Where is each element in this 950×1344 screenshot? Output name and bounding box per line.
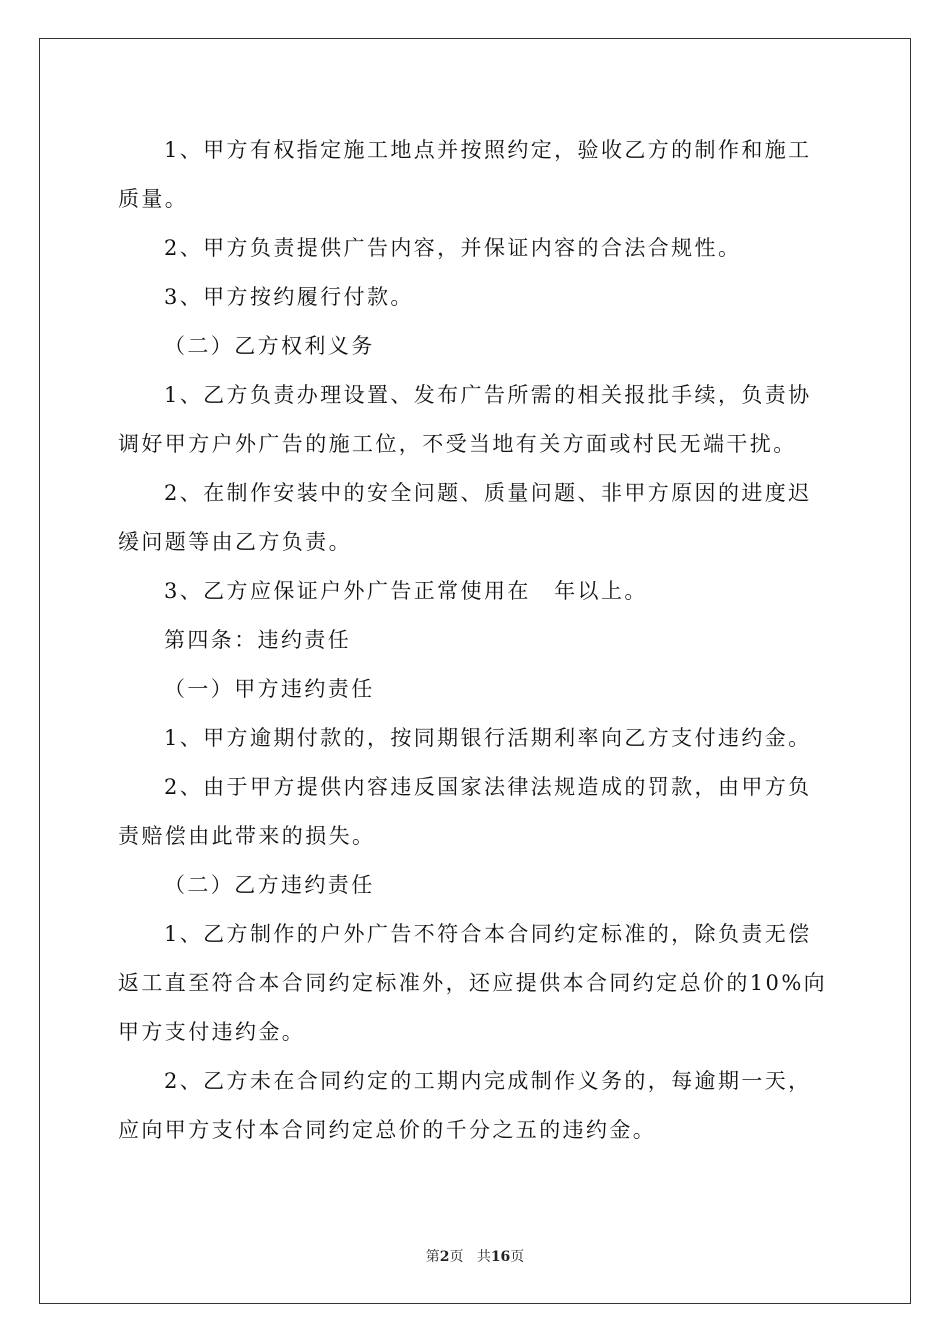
section-heading: （二）乙方权利义务 xyxy=(164,334,375,358)
paragraph: 1、甲方逾期付款的，按同期银行活期利率向乙方支付违约金。 xyxy=(164,726,812,750)
paragraph: 2、在制作安装中的安全问题、质量问题、非甲方原因的进度迟缓问题等由乙方负责。 xyxy=(118,481,812,554)
page-footer xyxy=(0,1246,950,1266)
footer-total-pages: 16 xyxy=(490,1249,511,1265)
paragraph: 2、由于甲方提供内容违反国家法律法规造成的罚款，由甲方负责赔偿由此带来的损失。 xyxy=(118,775,812,848)
footer-total-prefix: 共 xyxy=(476,1249,491,1265)
section-heading: （一）甲方违约责任 xyxy=(164,677,375,701)
paragraph: 1、乙方制作的户外广告不符合本合同约定标准的，除负责无偿返工直至符合本合同约定标准外，还应提供本合同约定总价的10%向甲方支付违约金。 xyxy=(118,922,828,1044)
footer-total-suffix: 页 xyxy=(510,1249,525,1265)
document-body xyxy=(118,126,834,1155)
footer-page-prefix: 第 xyxy=(425,1249,440,1265)
paragraph: 1、乙方负责办理设置、发布广告所需的相关报批手续，负责协调好甲方户外广告的施工位，不受当地有关方面或村民无端干扰。 xyxy=(118,383,812,456)
footer-page-suffix: 页 xyxy=(449,1249,464,1265)
paragraph: 3、乙方应保证户外广告正常使用在 年以上。 xyxy=(164,579,648,603)
article-heading: 第四条：违约责任 xyxy=(164,628,352,652)
section-heading: （二）乙方违约责任 xyxy=(164,873,375,897)
paragraph: 2、乙方未在合同约定的工期内完成制作义务的，每逾期一天，应向甲方支付本合同约定总价的千分之五的违约金。 xyxy=(118,1069,812,1142)
paragraph: 1、甲方有权指定施工地点并按照约定，验收乙方的制作和施工质量。 xyxy=(118,138,812,211)
footer-page-number: 2 xyxy=(439,1249,450,1265)
paragraph: 2、甲方负责提供广告内容，并保证内容的合法合规性。 xyxy=(164,236,742,260)
paragraph: 3、甲方按约履行付款。 xyxy=(164,285,414,309)
